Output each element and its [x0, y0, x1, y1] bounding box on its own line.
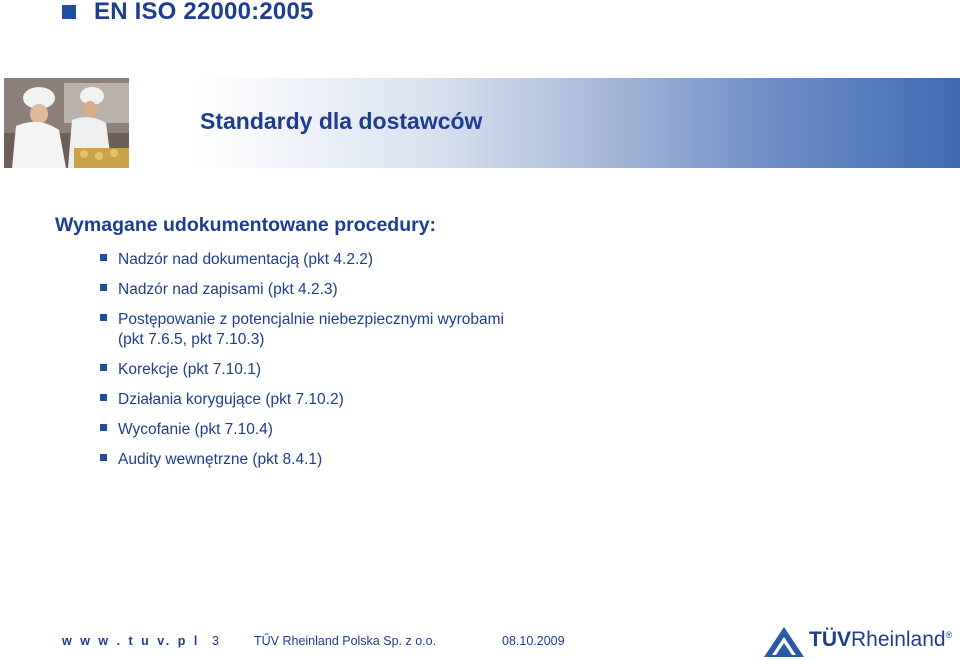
list-item: [100, 310, 900, 350]
chefs-photo: [4, 78, 129, 168]
footer-date: 08.10.2009: [502, 634, 565, 648]
bullet-icon: [100, 394, 107, 401]
bullet-icon: [100, 254, 107, 261]
page-title: EN ISO 22000:2005: [94, 0, 314, 25]
list-item-text: Audity wewnętrzne (pkt 8.4.1): [118, 451, 323, 468]
bullet-icon: [100, 424, 107, 431]
list-item: [100, 360, 900, 380]
tuv-rheinland-logo: [763, 626, 953, 658]
list-item: [100, 450, 900, 470]
list-item: [100, 250, 900, 270]
header-bullet-icon: [62, 5, 76, 19]
page-number: 3: [212, 634, 219, 648]
banner-title: Standardy dla dostawców: [200, 108, 483, 134]
procedure-list: [100, 250, 900, 480]
list-item-text: Korekcje (pkt 7.10.1): [118, 361, 262, 378]
list-item-text: Wycofanie (pkt 7.10.4): [118, 421, 273, 438]
list-item-text: Nadzór nad zapisami (pkt 4.2.3): [118, 281, 338, 298]
section-title: Wymagane udokumentowane procedury:: [55, 214, 437, 236]
chefs-photo-icon: [4, 78, 129, 168]
bullet-icon: [100, 454, 107, 461]
list-item: [100, 420, 900, 440]
list-item-text: Działania korygujące (pkt 7.10.2): [118, 391, 344, 408]
list-item: [100, 390, 900, 410]
footer-company: TŰV Rheinland Polska Sp. z o.o.: [254, 634, 437, 648]
bullet-icon: [100, 364, 107, 371]
list-item: [100, 280, 900, 300]
banner: [4, 78, 960, 168]
logo-text: TÜVRheinland®: [809, 628, 953, 651]
list-item-text-cont: (pkt 7.6.5, pkt 7.10.3): [118, 331, 265, 348]
bullet-icon: [100, 284, 107, 291]
footer-url-link[interactable]: w w w . t u v. p l: [62, 634, 200, 648]
list-item-text: Postępowanie z potencjalnie niebezpiecznymi wyrobami: [118, 311, 504, 328]
list-item-text: Nadzór nad dokumentacją (pkt 4.2.2): [118, 251, 374, 268]
bullet-icon: [100, 314, 107, 321]
tuv-triangle-icon: [763, 626, 805, 658]
